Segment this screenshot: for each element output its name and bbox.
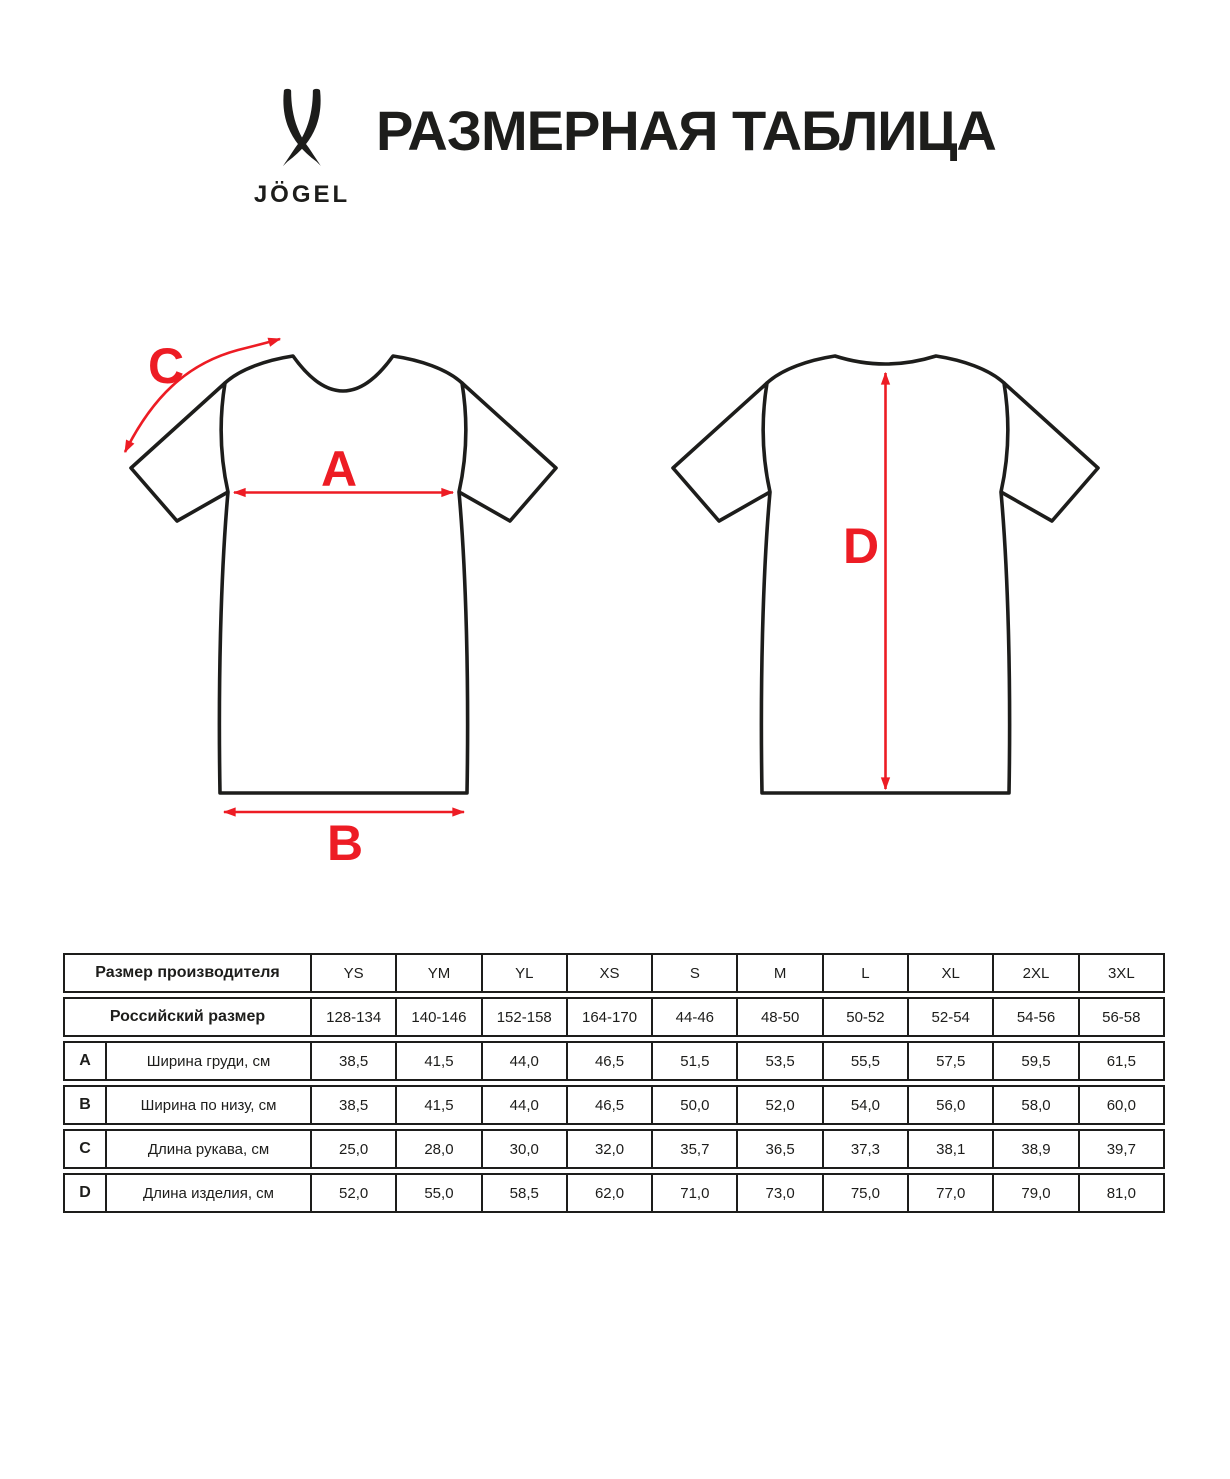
table-row-measure-a <box>63 1041 1165 1081</box>
value-cell: 61,5 <box>1078 1043 1163 1079</box>
size-code-cell: XL <box>907 955 992 991</box>
front-right-sleeve <box>459 383 556 521</box>
value-cell: 46,5 <box>566 1043 651 1079</box>
size-code-cell: XS <box>566 955 651 991</box>
row-letter: A <box>79 1052 91 1069</box>
value-cell: 37,3 <box>822 1131 907 1167</box>
size-code-cell: YL <box>481 955 566 991</box>
russian-size-cell: 48-50 <box>736 999 821 1035</box>
table-row-russian-size <box>63 997 1165 1037</box>
russian-size-cell: 50-52 <box>822 999 907 1035</box>
value-cell: 46,5 <box>566 1087 651 1123</box>
back-left-sleeve <box>673 383 770 521</box>
table-row-measure-c <box>63 1129 1165 1169</box>
manufacturer-size-header: Размер производителя <box>95 964 280 981</box>
tshirt-front-diagram <box>131 356 556 793</box>
value-cell: 30,0 <box>481 1131 566 1167</box>
value-cell: 38,9 <box>992 1131 1077 1167</box>
value-cell: 50,0 <box>651 1087 736 1123</box>
value-cell: 58,5 <box>481 1175 566 1211</box>
measure-label-c: C <box>147 338 185 394</box>
measure-name: Длина рукава, см <box>105 1131 310 1167</box>
size-table <box>63 953 1165 1217</box>
value-cell: 32,0 <box>566 1131 651 1167</box>
row-letter: C <box>79 1140 91 1157</box>
size-code-cell: YM <box>395 955 480 991</box>
value-cell: 38,5 <box>310 1087 395 1123</box>
value-cell: 77,0 <box>907 1175 992 1211</box>
value-cell: 62,0 <box>566 1175 651 1211</box>
measure-name: Ширина груди, см <box>105 1043 310 1079</box>
value-cell: 41,5 <box>395 1043 480 1079</box>
measure-name: Ширина по низу, см <box>105 1087 310 1123</box>
russian-size-cell: 52-54 <box>907 999 992 1035</box>
measure-label-a: A <box>320 441 358 497</box>
value-cell: 39,7 <box>1078 1131 1163 1167</box>
value-cell: 55,0 <box>395 1175 480 1211</box>
value-cell: 79,0 <box>992 1175 1077 1211</box>
front-left-sleeve <box>131 383 228 521</box>
value-cell: 44,0 <box>481 1087 566 1123</box>
value-cell: 52,0 <box>736 1087 821 1123</box>
value-cell: 51,5 <box>651 1043 736 1079</box>
size-code-cell: M <box>736 955 821 991</box>
value-cell: 36,5 <box>736 1131 821 1167</box>
value-cell: 38,5 <box>310 1043 395 1079</box>
value-cell: 56,0 <box>907 1087 992 1123</box>
value-cell: 41,5 <box>395 1087 480 1123</box>
value-cell: 75,0 <box>822 1175 907 1211</box>
table-row-measure-b <box>63 1085 1165 1125</box>
brand-logo-text: JÖGEL <box>253 181 351 208</box>
back-right-sleeve <box>1001 383 1098 521</box>
table-row-manufacturer-size <box>63 953 1165 993</box>
size-code-cell: L <box>822 955 907 991</box>
value-cell: 53,5 <box>736 1043 821 1079</box>
measure-label-d: D <box>842 518 880 574</box>
front-torso-outline <box>219 356 467 793</box>
value-cell: 44,0 <box>481 1043 566 1079</box>
value-cell: 71,0 <box>651 1175 736 1211</box>
russian-size-cell: 152-158 <box>481 999 566 1035</box>
measure-name: Длина изделия, см <box>105 1175 310 1211</box>
value-cell: 28,0 <box>395 1131 480 1167</box>
value-cell: 59,5 <box>992 1043 1077 1079</box>
size-code-cell: 3XL <box>1078 955 1163 991</box>
value-cell: 58,0 <box>992 1087 1077 1123</box>
page-title: РАЗМЕРНАЯ ТАБЛИЦА <box>376 99 996 162</box>
value-cell: 52,0 <box>310 1175 395 1211</box>
measure-label-b: B <box>326 815 364 871</box>
value-cell: 25,0 <box>310 1131 395 1167</box>
value-cell: 57,5 <box>907 1043 992 1079</box>
russian-size-cell: 54-56 <box>992 999 1077 1035</box>
russian-size-cell: 128-134 <box>310 999 395 1035</box>
russian-size-cell: 140-146 <box>395 999 480 1035</box>
value-cell: 38,1 <box>907 1131 992 1167</box>
value-cell: 35,7 <box>651 1131 736 1167</box>
row-letter: B <box>79 1096 91 1113</box>
value-cell: 73,0 <box>736 1175 821 1211</box>
value-cell: 60,0 <box>1078 1087 1163 1123</box>
size-code-cell: S <box>651 955 736 991</box>
russian-size-cell: 44-46 <box>651 999 736 1035</box>
value-cell: 54,0 <box>822 1087 907 1123</box>
size-code-cell: YS <box>310 955 395 991</box>
row-letter: D <box>79 1184 91 1201</box>
value-cell: 55,5 <box>822 1043 907 1079</box>
value-cell: 81,0 <box>1078 1175 1163 1211</box>
russian-size-cell: 164-170 <box>566 999 651 1035</box>
russian-size-header: Российский размер <box>109 1008 266 1025</box>
size-code-cell: 2XL <box>992 955 1077 991</box>
table-row-measure-d <box>63 1173 1165 1213</box>
russian-size-cell: 56-58 <box>1078 999 1163 1035</box>
